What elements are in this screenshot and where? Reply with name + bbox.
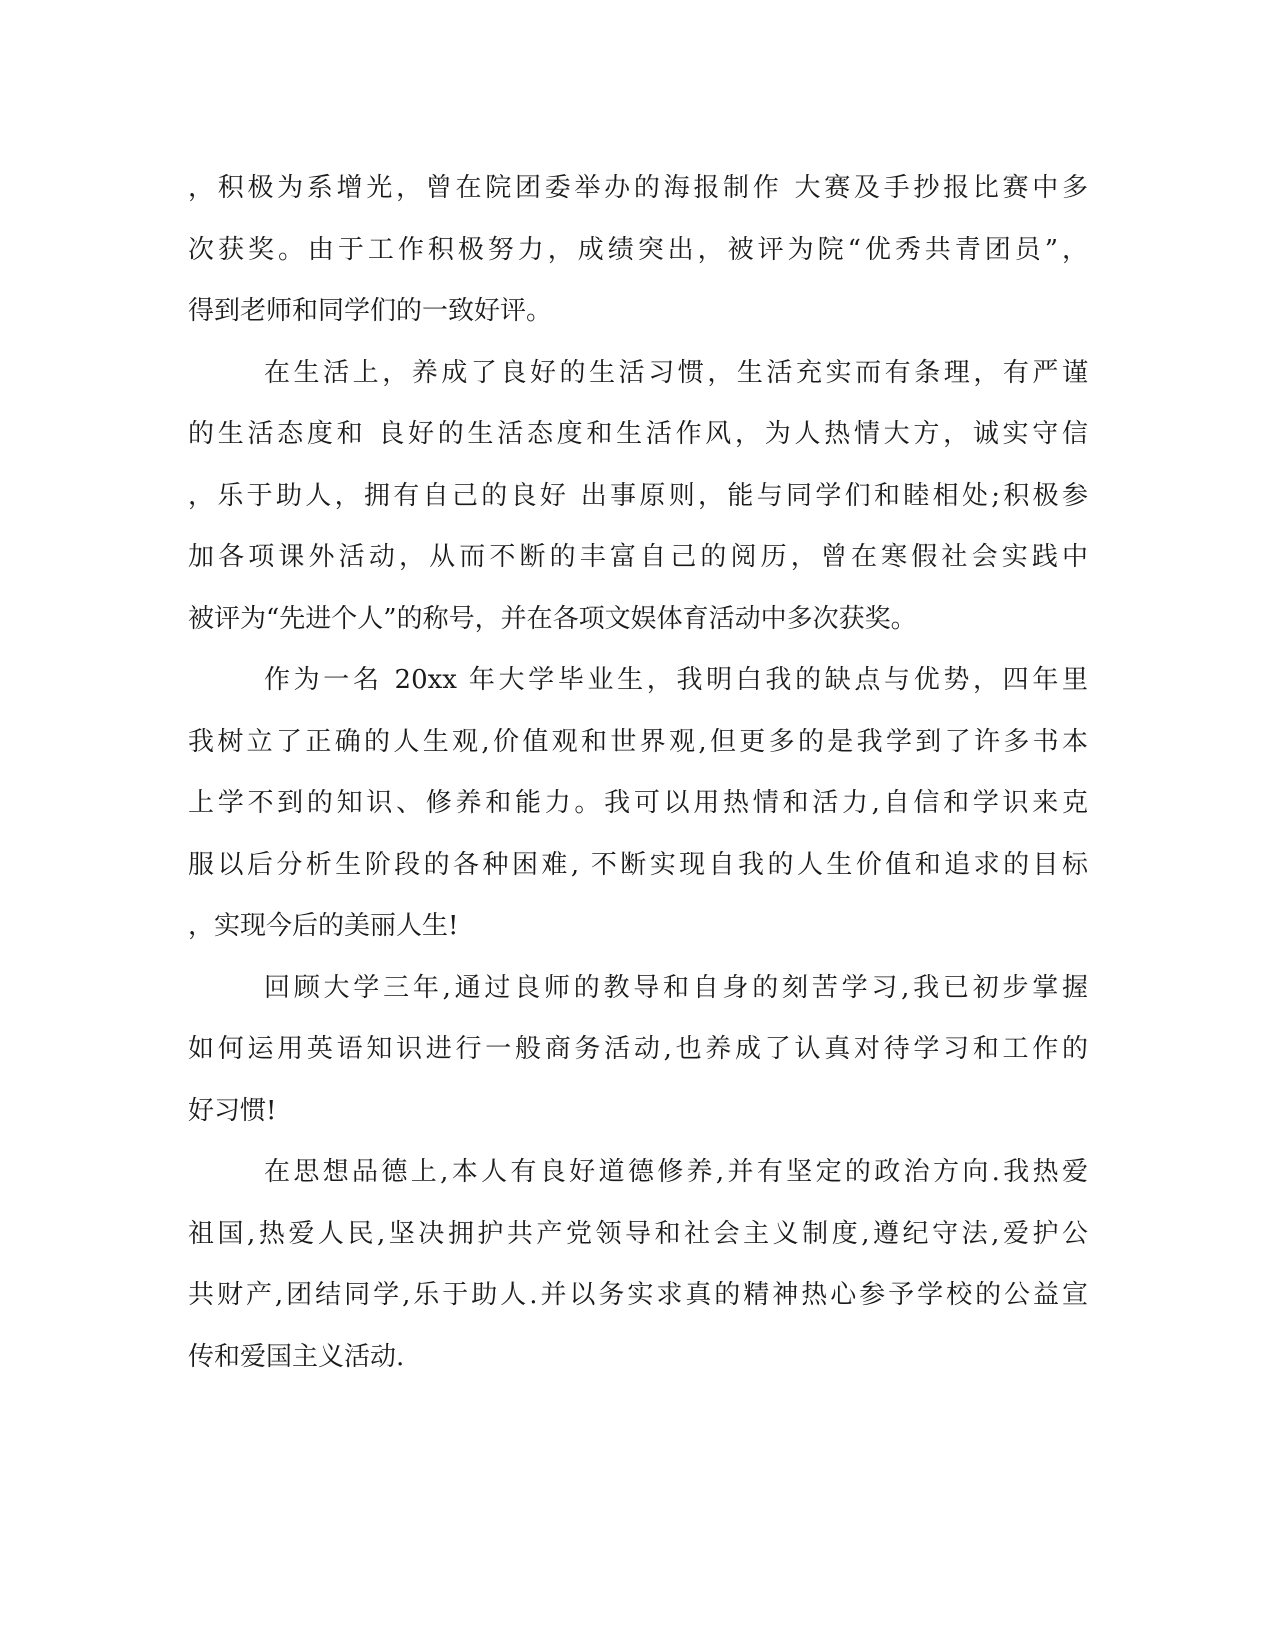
text-line: 如何运用英语知识进行一般商务活动,也养成了认真对待学习和工作的	[188, 1034, 1088, 1064]
document-body	[188, 158, 1088, 1388]
text-line: 好习惯!	[188, 1095, 277, 1126]
text-line: 加各项课外活动，从而不断的丰富自己的阅历，曾在寒假社会实践中	[188, 542, 1088, 572]
text-line: 回顾大学三年,通过良师的教导和自身的刻苦学习,我已初步掌握	[264, 972, 1088, 1003]
text-line: 的生活态度和 良好的生活态度和生活作风，为人热情大方，诚实守信	[188, 419, 1088, 449]
text-line: 共财产,团结同学,乐于助人.并以务实求真的精神热心参予学校的公益宣	[188, 1280, 1088, 1310]
text-line: 祖国,热爱人民,坚决拥护共产党领导和社会主义制度,遵纪守法,爱护公	[188, 1218, 1088, 1249]
text-line: 作为一名 20xx 年大学毕业生，我明白我的缺点与优势，四年里	[264, 665, 1088, 695]
text-line: 在生活上，养成了良好的生活习惯，生活充实而有条理，有严谨	[264, 357, 1088, 388]
text-line: 在思想品德上,本人有良好道德修养,并有坚定的政治方向.我热爱	[264, 1157, 1088, 1187]
text-line: 得到老师和同学们的一致好评。	[188, 296, 553, 326]
text-line: 服以后分析生阶段的各种困难, 不断实现自我的人生价值和追求的目标	[188, 849, 1088, 880]
text-line: 被评为“先进个人”的称号，并在各项文娱体育活动中多次获奖。	[188, 603, 917, 634]
text-line: 上学不到的知识、修养和能力。我可以用热情和活力,自信和学识来克	[188, 788, 1088, 818]
text-line: ，实现今后的美丽人生!	[188, 911, 459, 941]
text-line: 我树立了正确的人生观,价值观和世界观,但更多的是我学到了许多书本	[188, 726, 1088, 757]
text-line: ，乐于助人，拥有自己的良好 出事原则，能与同学们和睦相处;积极参	[188, 480, 1088, 511]
text-line: 次获奖。由于工作积极努力，成绩突出，被评为院“优秀共青团员”，	[188, 234, 1088, 265]
text-line: ，积极为系增光，曾在院团委举办的海报制作 大赛及手抄报比赛中多	[188, 173, 1088, 203]
text-line: 传和爱国主义活动.	[188, 1341, 405, 1372]
